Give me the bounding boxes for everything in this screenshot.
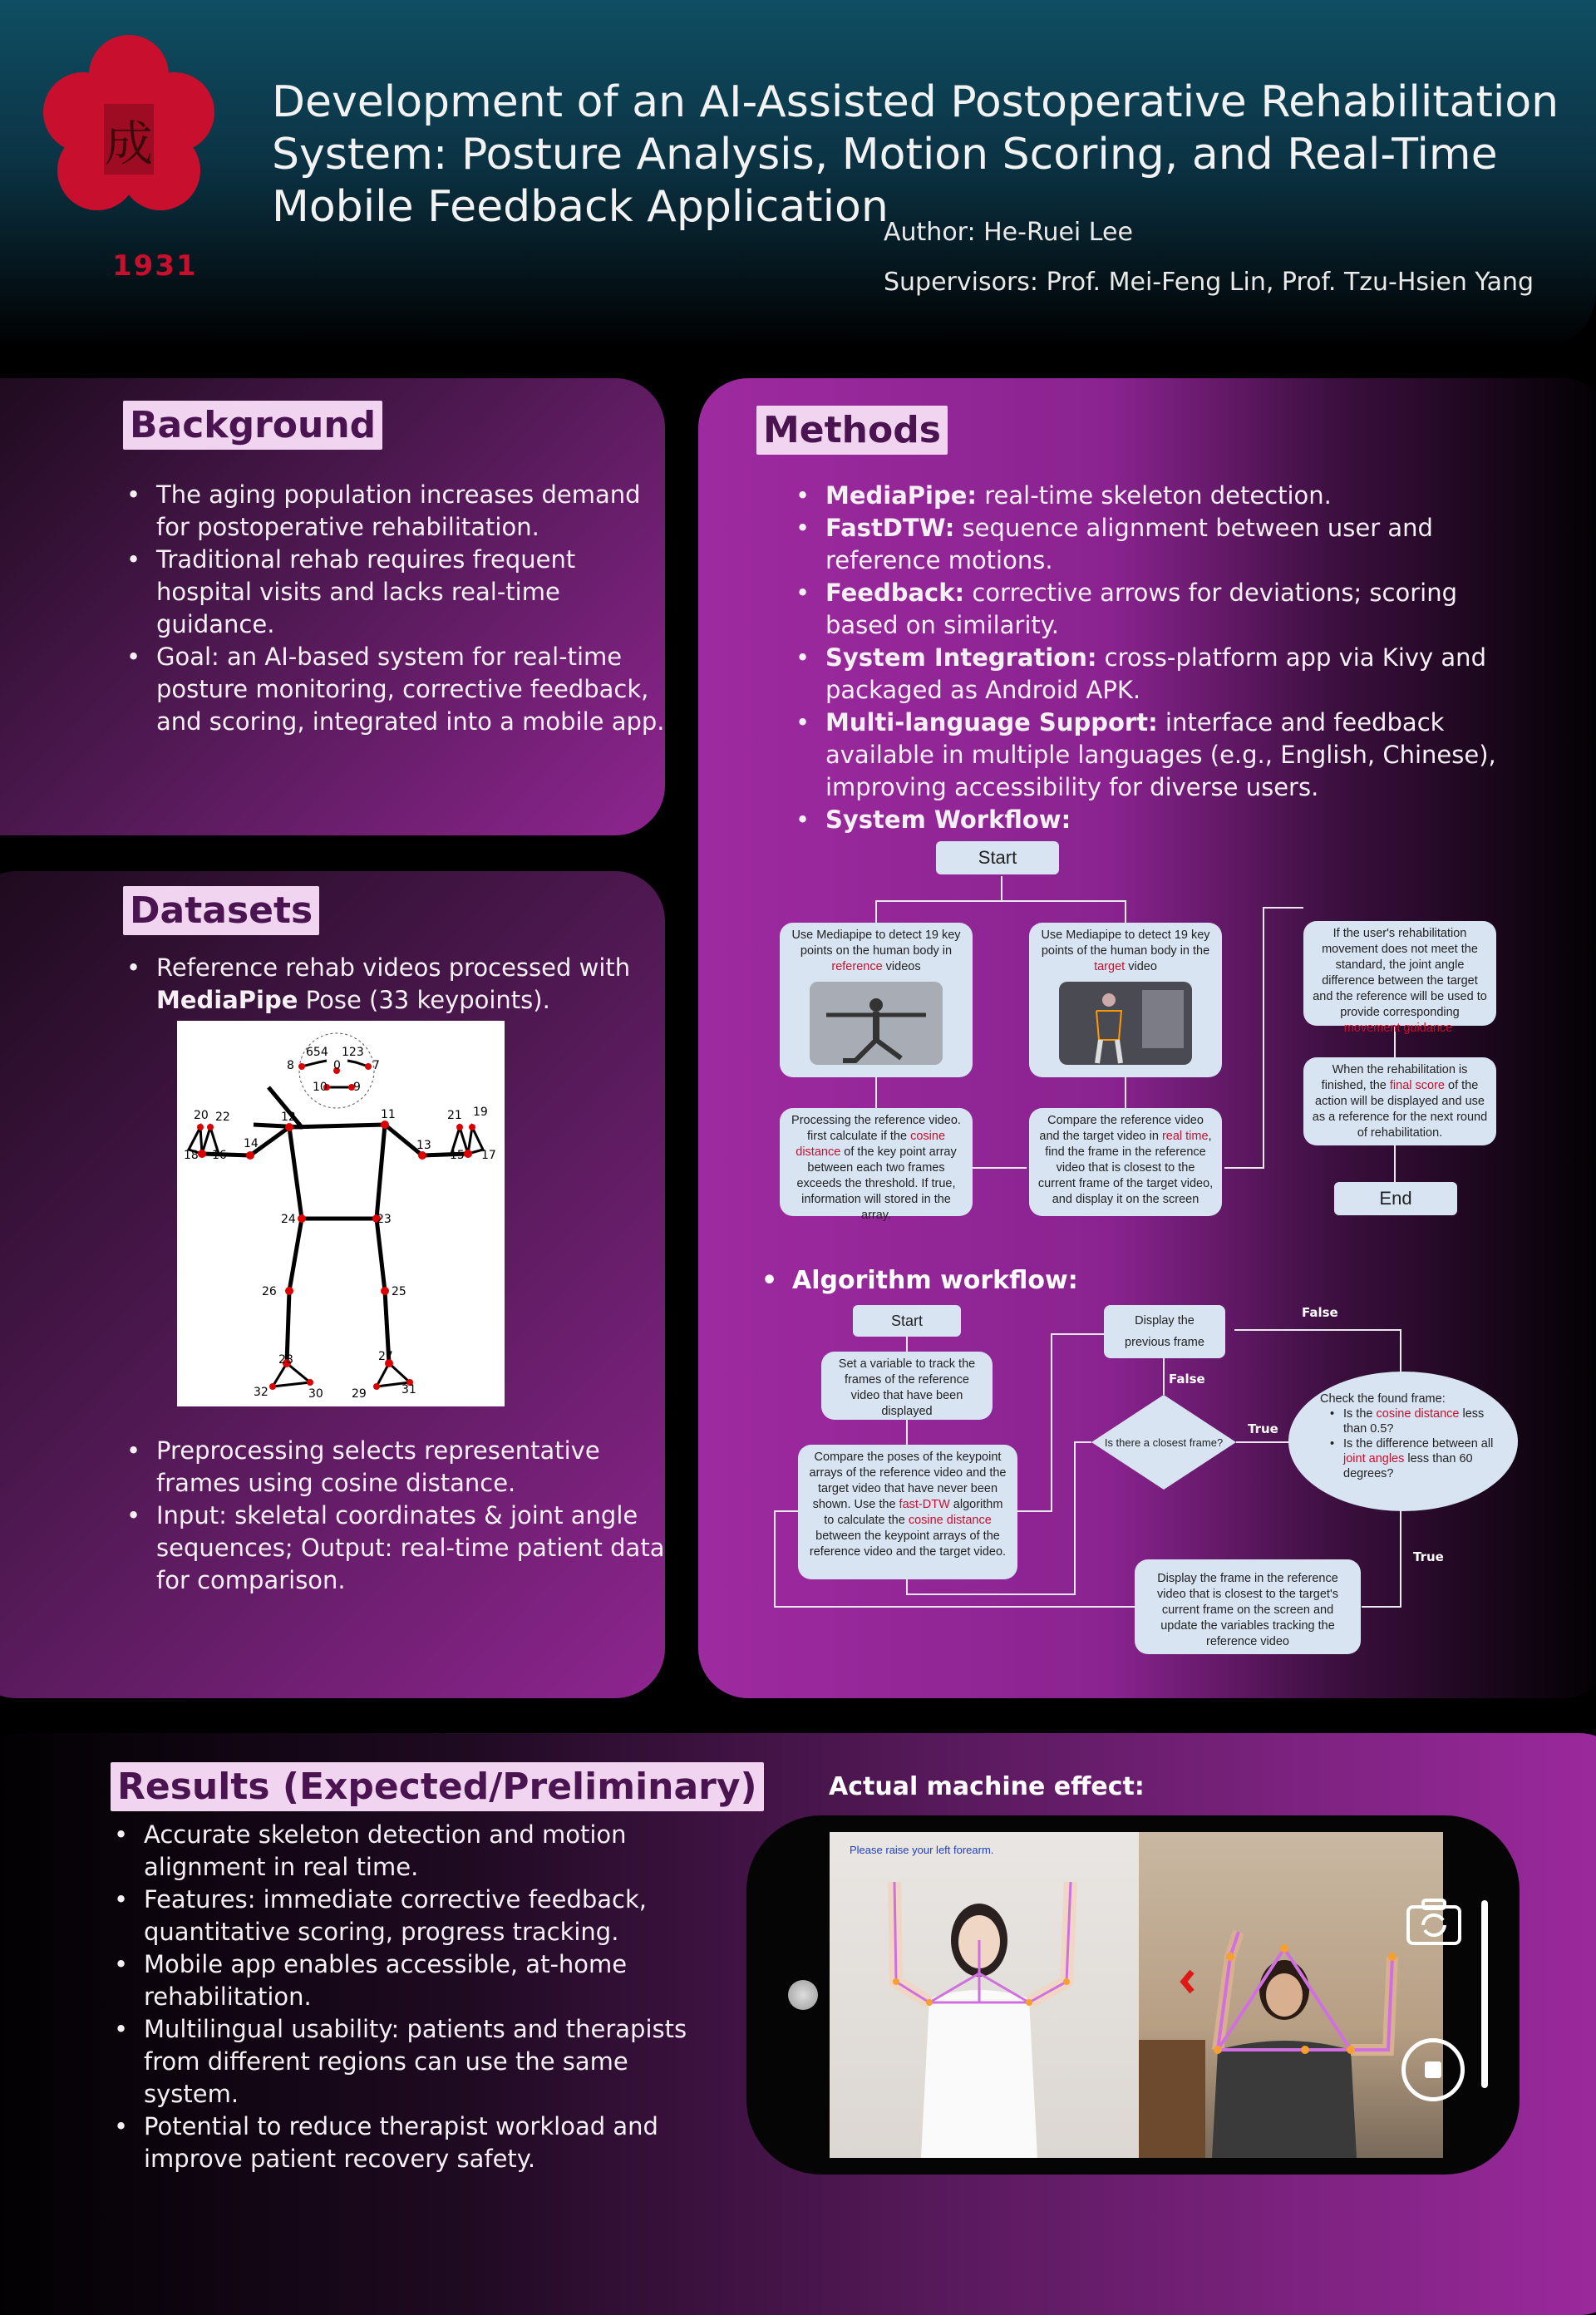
svg-text:29: 29	[352, 1387, 367, 1401]
methods-heading: Methods	[756, 406, 948, 455]
svg-text:26: 26	[262, 1285, 277, 1298]
phone-screen-user	[1139, 1832, 1443, 2158]
keypoint-skeleton-figure	[177, 1021, 505, 1406]
list-item: • System Workflow:	[825, 804, 1507, 836]
list-item: • The aging population increases demand for postoperative rehabilitation.	[156, 479, 672, 544]
machine-effect-heading: Actual machine effect:	[829, 1772, 1145, 1801]
datasets-heading-wrap	[123, 886, 319, 935]
svg-text:23: 23	[377, 1213, 392, 1226]
algo-display-closest-node: Display the frame in the reference video that is closest to the target's current frame on the screen and update the variables tracking the reference video	[1135, 1559, 1361, 1654]
zoom-slider-track[interactable]	[1481, 1900, 1488, 2088]
svg-text:11: 11	[381, 1108, 396, 1121]
algo-label-true-mid: True	[1248, 1421, 1278, 1436]
svg-text:15: 15	[450, 1149, 465, 1162]
svg-text:12: 12	[281, 1111, 296, 1124]
algo-start-node: Start	[853, 1305, 961, 1337]
svg-text:27: 27	[378, 1350, 393, 1363]
list-item: • Input: skeletal coordinates & joint angle sequences; Output: real-time patient data for comparison.	[156, 1500, 688, 1597]
algo-label-false-top: False	[1302, 1305, 1338, 1320]
svg-text:14: 14	[244, 1137, 259, 1150]
svg-text:32: 32	[254, 1386, 268, 1399]
datasets-list-bottom	[123, 1435, 688, 1597]
svg-text:8: 8	[287, 1059, 294, 1072]
svg-text:9: 9	[353, 1081, 361, 1094]
record-button[interactable]	[1401, 2038, 1465, 2101]
results-heading-wrap	[111, 1762, 764, 1811]
algo-display-previous-node: Display the previous frame	[1104, 1305, 1225, 1358]
list-item: • Preprocessing selects representative frames using cosine distance.	[156, 1435, 688, 1500]
sys-compare-realtime-node: Compare the reference video and the target video in real time, find the frame in the reference video that is closest to the current frame of the target video, and display it on the screen	[1029, 1108, 1222, 1216]
list-item: • Feedback: corrective arrows for deviations; scoring based on similarity.	[825, 577, 1507, 642]
background-list	[123, 479, 672, 738]
results-list	[111, 1819, 709, 2175]
svg-text:25: 25	[392, 1285, 406, 1298]
svg-text:17: 17	[481, 1149, 496, 1162]
datasets-list-top	[123, 952, 688, 1017]
methods-list	[792, 480, 1507, 836]
svg-text:22: 22	[215, 1111, 230, 1124]
university-logo	[37, 29, 220, 245]
logo-character: 成	[104, 116, 154, 172]
sys-final-score-node: When the rehabilitation is finished, the final score of the action will be displayed and use as a reference for the next round of rehabilitation.	[1303, 1057, 1496, 1145]
svg-text:28: 28	[278, 1353, 293, 1367]
camera-switch-icon[interactable]	[1405, 1897, 1463, 1947]
list-item: • Multilingual usability: patients and therapists from different regions can use the same system.	[144, 2013, 709, 2111]
svg-text:Is there a closest frame?: Is there a closest frame?	[1104, 1436, 1224, 1449]
logo-year: 1931	[112, 249, 198, 283]
svg-text:31: 31	[401, 1383, 416, 1396]
svg-text:0: 0	[333, 1059, 341, 1072]
list-item: • System Integration: cross-platform app via Kivy and packaged as Android APK.	[825, 642, 1507, 707]
svg-text:24: 24	[281, 1213, 296, 1226]
sys-detect-reference-node: Use Mediapipe to detect 19 key points on the human body in reference videos	[780, 923, 973, 1077]
phone-screen-reference	[830, 1832, 1139, 2158]
user-person-figure	[1139, 1832, 1443, 2158]
algo-check-frame-node: Check the found frame: • Is the cosine distance less than 0.5? • Is the difference between all joint angles less than 60 degrees?	[1288, 1372, 1518, 1511]
results-heading: Results (Expected/Preliminary)	[111, 1762, 764, 1811]
svg-text:20: 20	[194, 1109, 209, 1122]
list-item: • Mobile app enables accessible, at-home rehabilitation.	[144, 1948, 709, 2013]
svg-text:7: 7	[372, 1059, 380, 1072]
sys-detect-target-node: Use Mediapipe to detect 19 key points of the human body in the target video	[1029, 923, 1222, 1077]
svg-text:123: 123	[342, 1046, 364, 1059]
list-item: • Reference rehab videos processed with MediaPipe Pose (33 keypoints).	[156, 952, 688, 1017]
sys-start-node: Start	[936, 841, 1059, 874]
algo-decision-diamond	[1091, 1395, 1236, 1490]
list-item: • FastDTW: sequence alignment between user and reference motions.	[825, 512, 1507, 577]
algo-track-variable-node: Set a variable to track the frames of the reference video that have been displayed	[821, 1352, 993, 1420]
list-item: • Features: immediate corrective feedback, quantitative scoring, progress tracking.	[144, 1884, 709, 1948]
svg-text:13: 13	[416, 1139, 431, 1152]
list-item: • Goal: an AI-based system for real-time posture monitoring, corrective feedback, and scoring, integrated into a mobile app.	[156, 641, 672, 738]
algorithm-workflow-heading: • Algorithm workflow:	[761, 1266, 1078, 1295]
svg-text:30: 30	[308, 1387, 323, 1401]
list-item: • Multi-language Support: interface and feedback available in multiple languages (e.g., English, Chinese), improving accessibility for diverse users.	[825, 707, 1507, 804]
datasets-heading: Datasets	[123, 886, 319, 935]
svg-text:16: 16	[212, 1149, 227, 1162]
supervisors-line: Supervisors: Prof. Mei-Feng Lin, Prof. Tzu-Hsien Yang	[884, 268, 1534, 297]
author-line: Author: He-Ruei Lee	[884, 218, 1133, 247]
svg-text:18: 18	[184, 1149, 199, 1162]
list-item: • MediaPipe: real-time skeleton detection.	[825, 480, 1507, 512]
list-item: • Potential to reduce therapist workload and improve patient recovery safety.	[144, 2111, 709, 2175]
home-button[interactable]	[788, 1980, 818, 2010]
reference-person-figure	[830, 1832, 1139, 2158]
background-heading-wrap	[123, 401, 382, 450]
poster-title: Development of an AI-Assisted Postoperative Rehabilitation System: Posture Analysis, Motion Scoring, and Real-Time Mobile Feedback Application	[272, 77, 1559, 232]
target-video-thumbnail	[1059, 982, 1192, 1065]
svg-text:654: 654	[306, 1046, 328, 1059]
algo-label-true-down: True	[1413, 1549, 1444, 1564]
sys-end-node: End	[1334, 1182, 1457, 1215]
list-item: • Accurate skeleton detection and motion alignment in real time.	[144, 1819, 709, 1884]
algo-label-false-mid: False	[1169, 1372, 1205, 1387]
screen-prompt: Please raise your left forearm.	[850, 1844, 994, 1856]
svg-text:19: 19	[473, 1106, 488, 1119]
sys-process-reference-node: Processing the reference video. first calculate if the cosine distance of the key point array between each two frames exceeds the threshold. If true, information will stored in the array.	[780, 1108, 973, 1216]
methods-heading-wrap	[756, 406, 948, 455]
stop-icon	[1425, 2061, 1441, 2078]
svg-text:21: 21	[447, 1109, 462, 1122]
reference-video-thumbnail	[810, 982, 943, 1065]
svg-text:10: 10	[313, 1081, 328, 1094]
background-heading: Background	[123, 401, 382, 450]
algo-compare-poses-node: Compare the poses of the keypoint arrays of the reference video and the target video that have never been shown. Use the fast-DTW algorithm to calculate the cosine distance between the keypoint arrays of the reference video and the target video.	[798, 1445, 1017, 1579]
list-item: • Traditional rehab requires frequent hospital visits and lacks real-time guidance.	[156, 544, 672, 641]
sys-movement-guidance-node: If the user's rehabilitation movement does not meet the standard, the joint angle difference between the target and the reference will be used to provide corresponding movement guidance.	[1303, 921, 1496, 1026]
